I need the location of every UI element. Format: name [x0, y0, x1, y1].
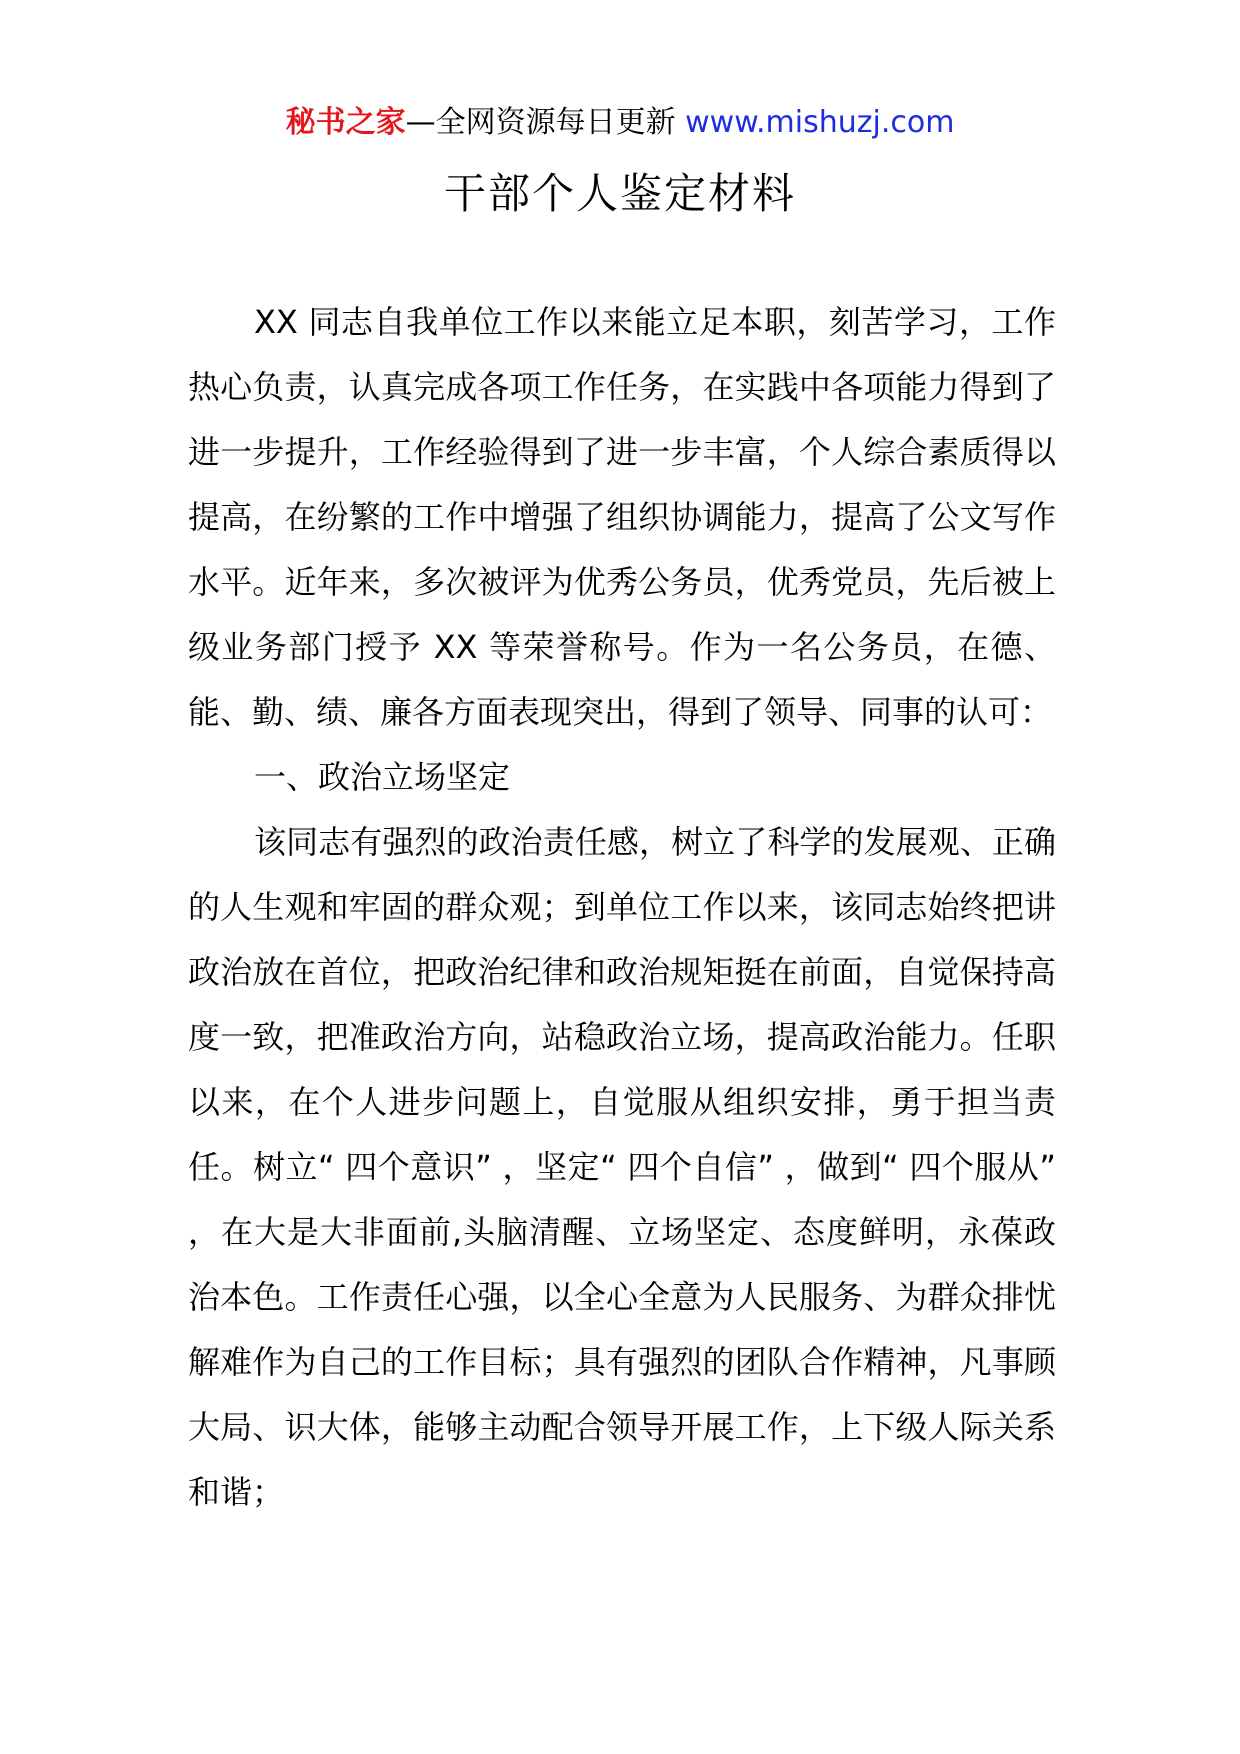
document-body: [188, 290, 1056, 1525]
site-url-link[interactable]: www.mishuzj.com: [685, 105, 955, 140]
political-stance-paragraph: 该同志有强烈的政治责任感，树立了科学的发展观、正确的人生观和牢固的群众观；到单位工作以来，该同志始终把讲政治放在首位，把政治纪律和政治规矩挺在前面，自觉保持高度一致，把准政治方向，站稳政治立场，提高政治能力。任职以来，在个人进步问题上，自觉服从组织安排，勇于担当责任。树立“ 四个意识” ，坚定“ 四个自信” ，做到“ 四个服从” ，在大是大非面前,头脑清醒、立场坚定、态度鲜明，永葆政治本色。工作责任心强，以全心全意为人民服务、为群众排忧解难作为自己的工作目标；具有强烈的团队合作精神，凡事顾大局、识大体，能够主动配合领导开展工作，上下级人际关系和谐；: [188, 823, 1056, 1511]
intro-paragraph: XX 同志自我单位工作以来能立足本职，刻苦学习，工作热心负责，认真完成各项工作任务，在实践中各项能力得到了进一步提升，工作经验得到了进一步丰富，个人综合素质得以提高，在纷繁的工作中增强了组织协调能力，提高了公文写作水平。近年来，多次被评为优秀公务员，优秀党员，先后被上级业务部门授予 XX 等荣誉称号。作为一名公务员，在德、能、勤、绩、廉各方面表现突出，得到了领导、同事的认可：: [188, 303, 1056, 731]
document-title: 干部个人鉴定材料: [443, 169, 796, 218]
header-tagline: —全网资源每日更新: [405, 105, 676, 140]
section-heading-political-stance: 一、政治立场坚定: [254, 758, 511, 796]
brand-name: 秘书之家: [285, 105, 406, 140]
site-header: [0, 100, 1240, 146]
